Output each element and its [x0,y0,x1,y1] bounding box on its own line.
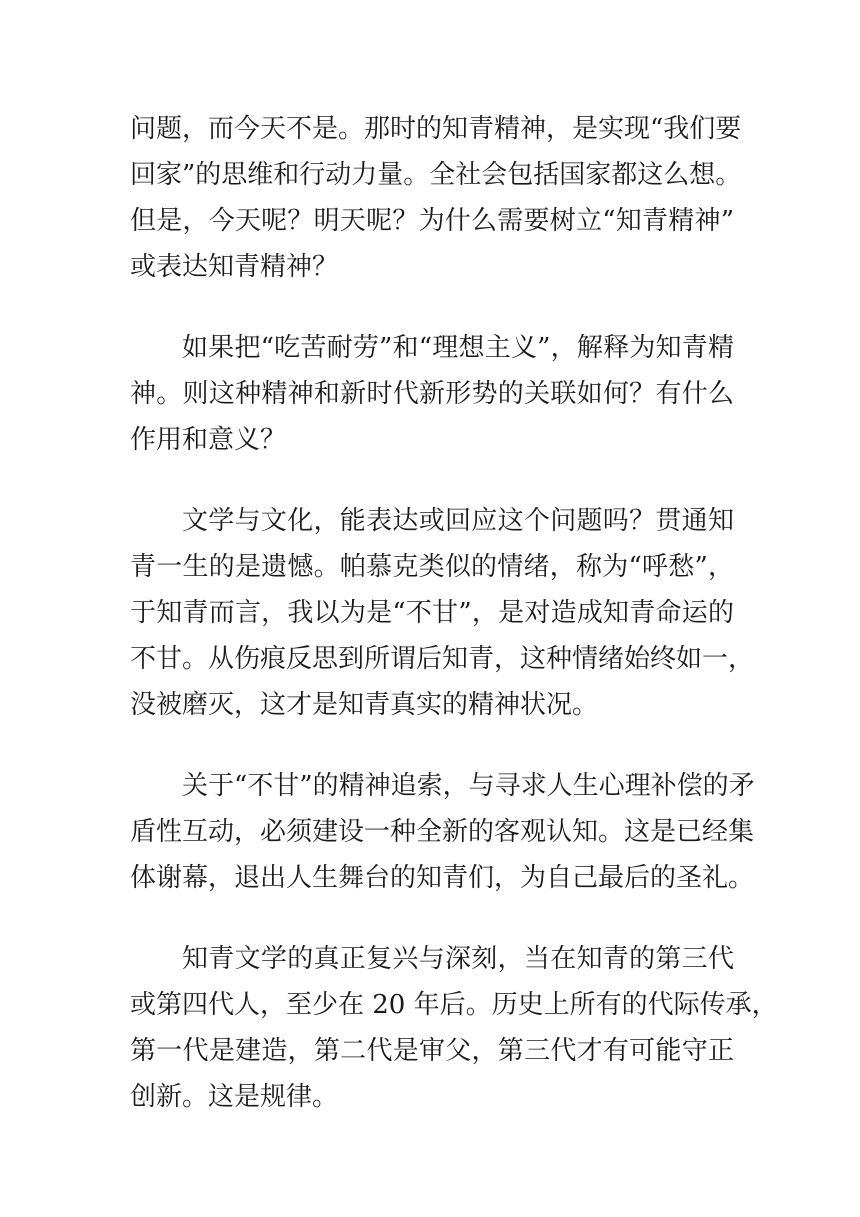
text-line: 文学与文化，能表达或回应这个问题吗？贯通知 [182,506,734,536]
paragraph-5 [130,936,778,1120]
text-line: 问题，而今天不是。那时的知青精神，是实现“我们要 [130,114,742,144]
paragraph-2 [130,325,734,463]
text-line: 但是，今天呢？明天呢？为什么需要树立“知青精神” [130,206,734,236]
text-line: 于知青而言，我以为是“不甘”，是对造成知青命运的 [130,598,734,628]
body-text [130,106,778,1155]
text-line: 体谢幕，退出人生舞台的知青们，为自己最后的圣礼。 [130,863,755,893]
text-line: 不甘。从伤痕反思到所谓后知青，这种情绪始终如一， [130,644,755,674]
text-line: 青一生的是遗憾。帕慕克类似的情绪，称为“呼愁”， [130,552,734,582]
text-line: 盾性互动，必须建设一种全新的客观认知。这是已经集 [130,817,755,847]
text-line: 关于“不甘”的精神追索，与寻求人生心理补偿的矛 [182,771,755,801]
text-line: 没被磨灭，这才是知青真实的精神状况。 [130,690,599,720]
text-line: 创新。这是规律。 [130,1082,339,1112]
text-line: 或表达知青精神？ [130,252,339,282]
text-line: 知青文学的真正复兴与深刻，当在知青的第三代 [182,944,734,974]
text-line: 第一代是建造，第二代是审父，第三代才有可能守正 [130,1036,734,1066]
text-line: 如果把“吃苦耐劳”和“理想主义”，解释为知青精 [182,333,734,363]
text-line: 或第四代人，至少在 20 年后。历史上所有的代际传承， [130,990,778,1020]
text-line: 神。则这种精神和新时代新形势的关联如何？有什么 [130,379,734,409]
paragraph-1 [130,106,742,290]
text-line: 作用和意义？ [130,425,287,455]
text-line: 回家”的思维和行动力量。全社会包括国家都这么想。 [130,160,742,190]
paragraph-3 [130,498,755,728]
paragraph-4 [130,763,755,901]
